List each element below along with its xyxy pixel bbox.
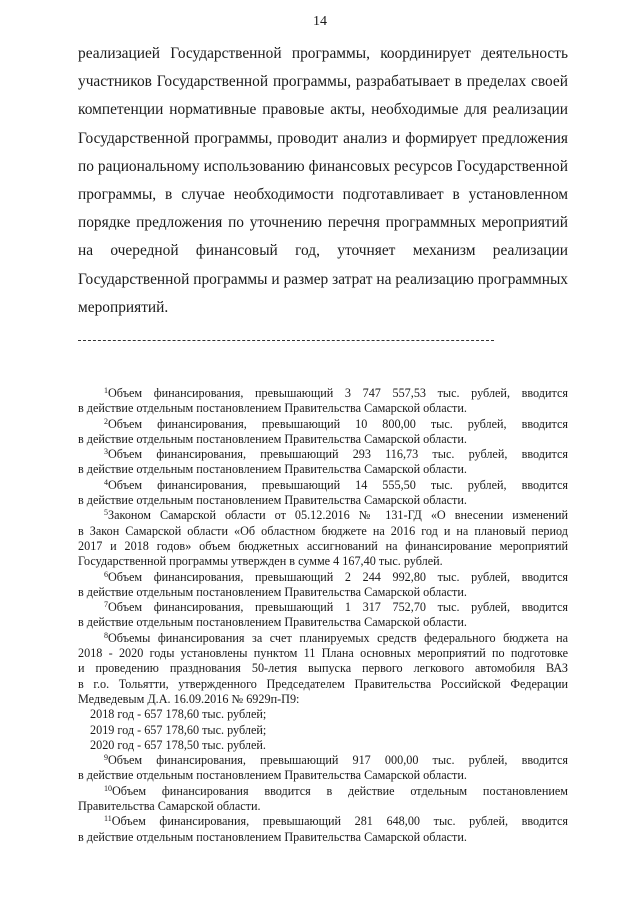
footnote-text: в действие отдельным постановлением Правительства Самарской области.: [78, 493, 467, 508]
year-amount: 2018 год - 657 178,60 тыс. рублей;: [90, 707, 267, 722]
footnote-number: 2: [104, 416, 108, 426]
footnote-text: в действие отдельным постановлением Правительства Самарской области.: [78, 829, 467, 844]
footnote-text: в действие отдельным постановлением Правительства Самарской области.: [78, 615, 467, 630]
text-line: порядке предложения по уточнению перечня программных мероприятий: [78, 214, 568, 232]
footnote-7: [78, 600, 568, 631]
footnote-separator: [78, 340, 494, 341]
footnote-text: в Закон Самарской области «Об областном бюджете на 2016 год и на плановый период: [78, 523, 568, 538]
footnote-1: [78, 386, 568, 417]
footnote-text: и проведению празднования 50-летия выпуска первого легкового автомобиля ВАЗ: [78, 661, 568, 676]
text-line: Государственной программы и размер затрат на реализацию программных: [78, 270, 568, 288]
text-line: на очередной финансовый год, уточняет механизм реализации: [78, 242, 568, 260]
footnote-8: [78, 631, 568, 753]
footnote-text: Объем финансирования, превышающий 14 555,50 тыс. рублей, вводится: [108, 477, 568, 492]
footnote-text: Объем финансирования, превышающий 2 244 992,80 тыс. рублей, вводится: [108, 569, 568, 584]
footnote-text: в действие отдельным постановлением Правительства Самарской области.: [78, 768, 467, 783]
footnote-11: [78, 814, 568, 845]
footnote-number: 5: [104, 508, 108, 518]
footnote-text: Объемы финансирования за счет планируемых средств федерального бюджета на: [108, 630, 568, 645]
footnote-text: 2018 - 2020 годы установлены пунктом 11 Плана основных мероприятий по подготовке: [78, 646, 568, 661]
footnote-number: 8: [104, 630, 108, 640]
text-line: Государственной программы, проводит анализ и формирует предложения: [78, 129, 568, 147]
footnote-text: Объем финансирования, превышающий 3 747 557,53 тыс. рублей, вводится: [108, 386, 568, 400]
footnote-number: 9: [104, 753, 108, 763]
footnote-3: [78, 447, 568, 478]
footnote-number: 4: [104, 477, 108, 487]
footnote-text: Медведевым Д.А. 16.09.2016 № 6929п-П9:: [78, 691, 300, 706]
text-line: реализацией Государственной программы, координирует деятельность: [78, 45, 568, 62]
footnote-text: в действие отдельным постановлением Правительства Самарской области.: [78, 584, 467, 599]
text-line: программы, в случае необходимости подготавливает в установленном: [78, 185, 568, 203]
footnote-10: [78, 784, 568, 815]
footnotes-section: [78, 386, 568, 845]
footnote-text: в действие отдельным постановлением Правительства Самарской области.: [78, 431, 467, 446]
footnote-number: 7: [104, 600, 108, 610]
text-line: участников Государственной программы, разрабатывает в пределах своей: [78, 73, 568, 91]
footnote-text: Объем финансирования, превышающий 293 116,73 тыс. рублей, вводится: [108, 447, 568, 462]
footnote-5: [78, 508, 568, 569]
text-line: компетенции нормативные правовые акты, необходимые для реализации: [78, 101, 568, 119]
footnote-text: Объем финансирования, превышающий 917 000,00 тыс. рублей, вводится: [108, 753, 568, 768]
footnote-text: в действие отдельным постановлением Правительства Самарской области.: [78, 401, 467, 416]
footnote-text: Законом Самарской области от 05.12.2016 № 131-ГД «О внесении изменений: [108, 508, 568, 523]
year-amount: 2020 год - 657 178,50 тыс. рублей.: [90, 737, 266, 752]
page-number: 14: [313, 14, 327, 29]
footnote-text: Правительства Самарской области.: [78, 799, 261, 814]
footnote-text: Государственной программы утвержден в сумме 4 167,40 тыс. рублей.: [78, 554, 443, 569]
footnote-number: 11: [104, 814, 112, 824]
footnote-text: Объем финансирования, превышающий 10 800,00 тыс. рублей, вводится: [108, 416, 568, 431]
footnote-2: [78, 417, 568, 448]
footnote-number: 10: [104, 783, 112, 793]
text-line: мероприятий.: [78, 298, 169, 316]
text-line: по рациональному использованию финансовых ресурсов Государственной: [78, 157, 568, 175]
footnote-number: 6: [104, 569, 108, 579]
footnote-text: в г.о. Тольятти, утвержденного Председателем Правительства Российской Федерации: [78, 676, 568, 691]
footnote-4: [78, 478, 568, 509]
body-paragraph: [78, 40, 568, 322]
footnote-text: Объем финансирования, превышающий 281 648,00 тыс. рублей, вводится: [111, 814, 568, 829]
footnote-text: 2017 и 2018 годов» объем бюджетных ассигнований на финансирование мероприятий: [78, 538, 568, 553]
footnote-number: 3: [104, 447, 108, 457]
footnote-number: 1: [104, 386, 108, 395]
footnote-text: Объем финансирования, превышающий 1 317 752,70 тыс. рублей, вводится: [108, 600, 568, 615]
footnote-9: [78, 753, 568, 784]
footnote-text: Объем финансирования вводится в действие отдельным постановлением: [112, 783, 568, 798]
footnote-text: в действие отдельным постановлением Правительства Самарской области.: [78, 462, 467, 477]
year-amount: 2019 год - 657 178,60 тыс. рублей;: [90, 722, 267, 737]
footnote-6: [78, 570, 568, 601]
